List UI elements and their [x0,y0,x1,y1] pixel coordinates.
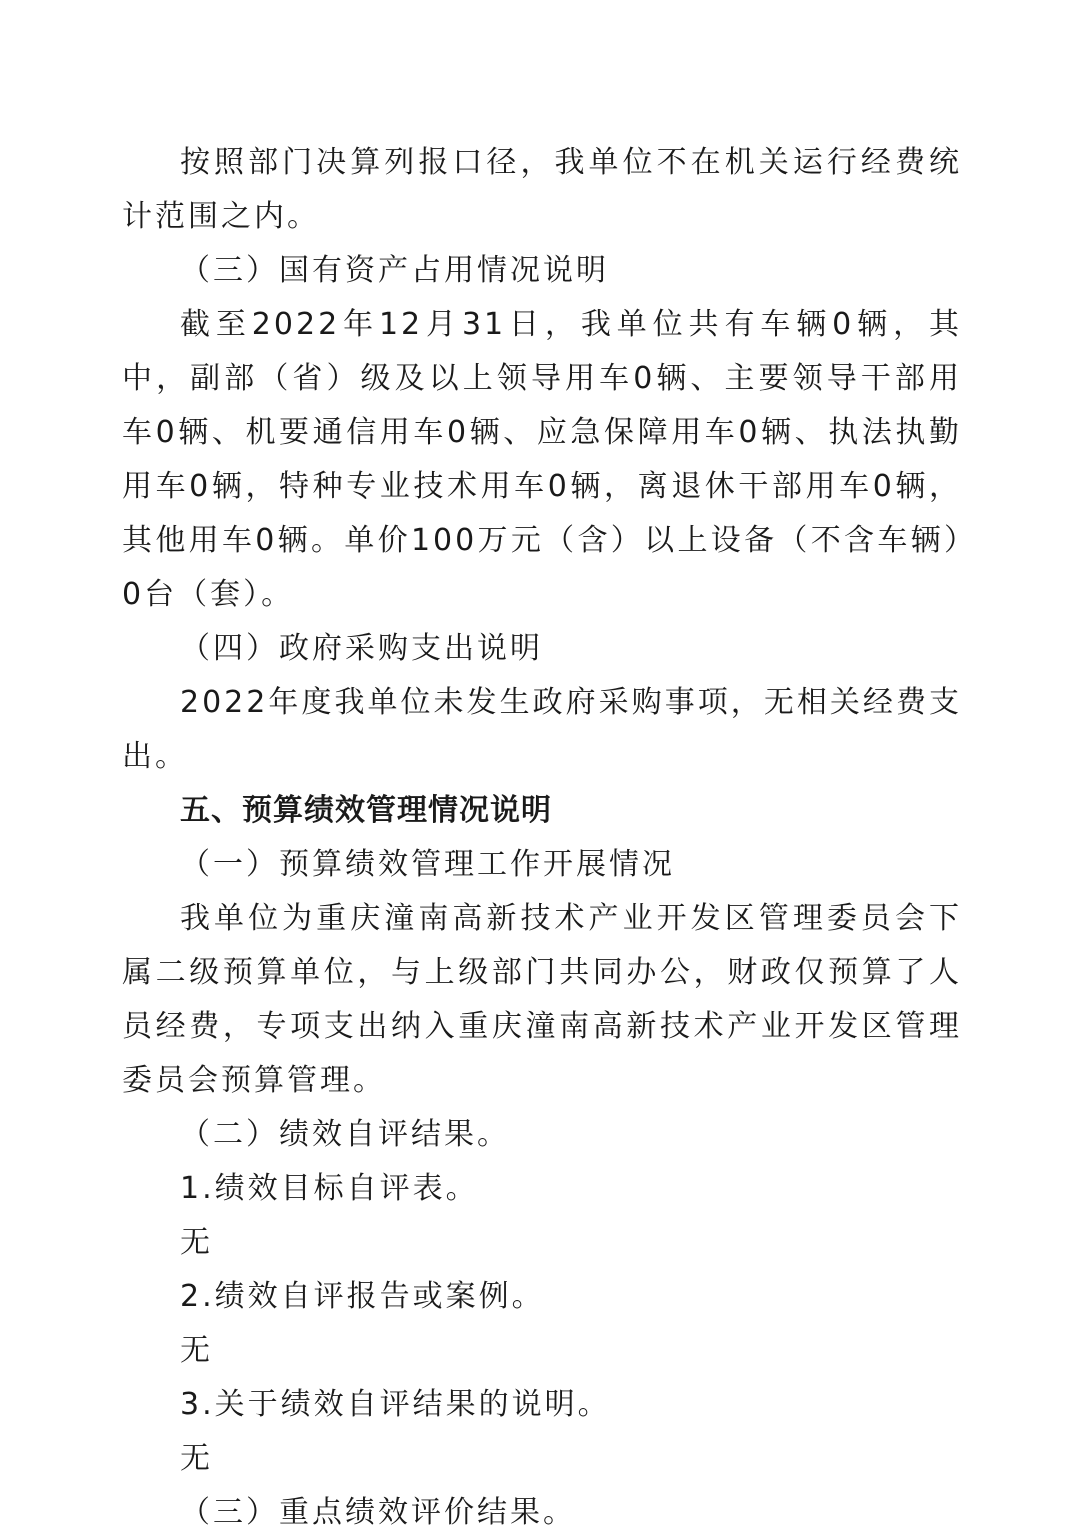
list-item-self-eval-explanation: 3.关于绩效自评结果的说明。 [180,1387,611,1422]
list-item-value: 无 [180,1225,213,1260]
subheading-performance-work: （一）预算绩效管理工作开展情况 [180,847,675,882]
subheading-state-assets: （三）国有资产占用情况说明 [180,253,609,288]
document-page [122,136,962,1540]
subheading-self-evaluation: （二）绩效自评结果。 [180,1117,510,1152]
list-item-value: 无 [180,1333,213,1368]
paragraph-state-assets: 截至2022年12月31日，我单位共有车辆0辆，其中，副部（省）级及以上领导用车0辆、主要领导干部用车0辆、机要通信用车0辆、应急保障用车0辆、执法执勤用车0辆，特种专业技术用车0辆，离退休干部用车0辆，其他用车0辆。单价100万元（含）以上设备（不含车辆）0台（套）。 [122,307,962,612]
paragraph-performance-work: 我单位为重庆潼南高新技术产业开发区管理委员会下属二级预算单位，与上级部门共同办公，财政仅预算了人员经费，专项支出纳入重庆潼南高新技术产业开发区管理委员会预算管理。 [122,901,962,1098]
list-item-value: 无 [180,1441,213,1476]
list-item-self-eval-table: 1.绩效目标自评表。 [180,1171,479,1206]
section-heading-performance: 五、预算绩效管理情况说明 [180,793,552,828]
paragraph-procurement: 2022年度我单位未发生政府采购事项，无相关经费支出。 [122,685,962,774]
subheading-key-evaluation: （三）重点绩效评价结果。 [180,1495,576,1530]
paragraph-admin-expense: 按照部门决算列报口径，我单位不在机关运行经费统计范围之内。 [122,145,962,234]
list-item-self-eval-report: 2.绩效自评报告或案例。 [180,1279,545,1314]
subheading-procurement: （四）政府采购支出说明 [180,631,543,666]
